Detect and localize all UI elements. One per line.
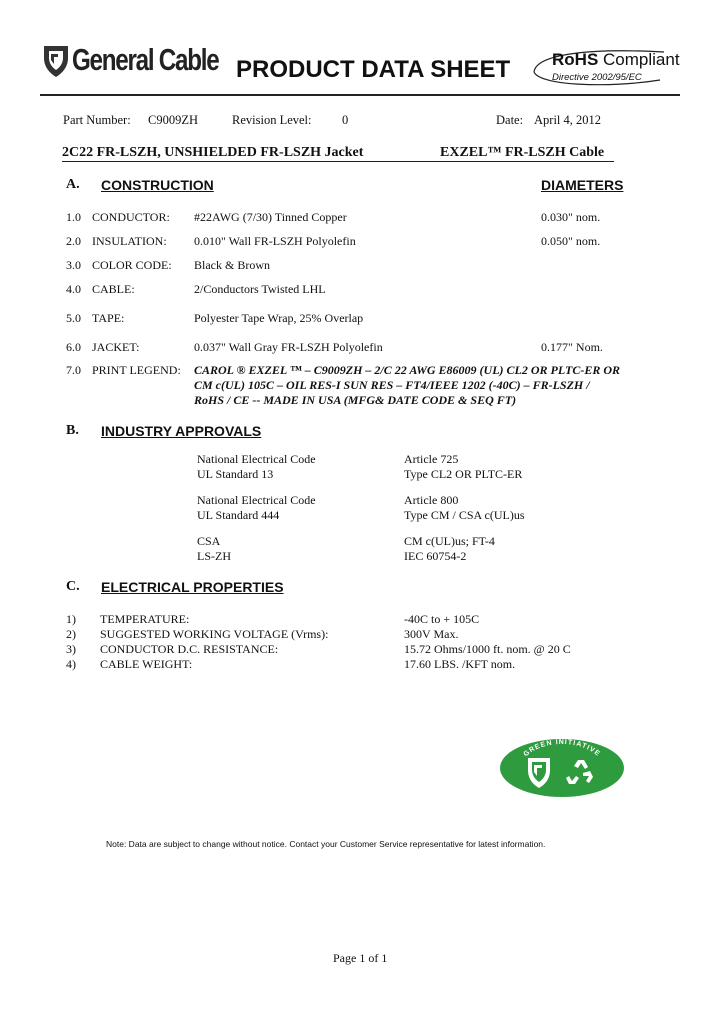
construction-diameter: 0.177" Nom. [541,340,603,354]
approval-authority: UL Standard 444 [197,508,280,522]
general-cable-shield-icon [42,42,70,78]
approval-authority: UL Standard 13 [197,467,274,481]
electrical-label: SUGGESTED WORKING VOLTAGE (Vrms): [100,627,329,641]
electrical-value: 15.72 Ohms/1000 ft. nom. @ 20 C [404,642,571,656]
construction-value: 0.037" Wall Gray FR-LSZH Polyolefin [194,340,383,354]
section-c-letter: C. [66,579,80,594]
electrical-value: 17.60 LBS. /KFT nom. [404,657,516,671]
rohs-directive: Directive 2002/95/EC [552,72,642,83]
part-number-value: C9009ZH [148,113,198,127]
approval-rating: Type CL2 OR PLTC-ER [404,467,523,481]
construction-value: Polyester Tape Wrap, 25% Overlap [194,311,364,325]
legend-line: CAROL ® EXZEL ™ – C9009ZH – 2/C 22 AWG E86009 (UL) CL2 OR PLTC-ER OR [194,363,620,377]
construction-num: 5.0 [66,311,81,325]
section-a-title: CONSTRUCTION [101,177,214,193]
electrical-label: CONDUCTOR D.C. RESISTANCE: [100,642,279,656]
part-number-label: Part Number: [63,113,131,127]
approval-rating: IEC 60754-2 [404,549,467,563]
rohs-compliant-label [552,50,680,70]
date-value: April 4, 2012 [534,113,602,127]
electrical-label: CABLE WEIGHT: [100,657,193,671]
logo-text: General Cable [72,42,219,77]
product-line-left: 2C22 FR-LSZH, UNSHIELDED FR-LSZH Jacket [62,145,364,160]
construction-value: #22AWG (7/30) Tinned Copper [194,210,347,224]
construction-label: CONDUCTOR: [92,210,170,224]
section-a-letter: A. [66,177,80,192]
approval-authority: CSA [197,534,221,548]
document-title: PRODUCT DATA SHEET [236,56,511,83]
product-line-divider [62,161,614,162]
header-divider [40,94,680,96]
company-logo [42,42,260,78]
section-c-title: ELECTRICAL PROPERTIES [101,579,284,595]
green-initiative-badge [498,738,626,798]
rohs-bold-text: RoHS [552,50,599,69]
product-line-right: EXZEL™ FR-LSZH Cable [440,145,605,160]
approval-authority: National Electrical Code [197,452,316,466]
electrical-num: 3) [66,642,76,656]
construction-label: TAPE: [92,311,125,325]
date-label: Date: [496,113,524,127]
legend-line: RoHS / CE -- MADE IN USA (MFG& DATE CODE & SEQ FT) [194,393,517,407]
disclaimer-note: Note: Data are subject to change without notice. Contact your Customer Service representative for latest information. [106,839,546,849]
page-number: Page 1 of 1 [333,951,388,965]
revision-value: 0 [342,113,349,127]
legend-line: CM c(UL) 105C – OIL RES-I SUN RES – FT4/IEEE 1202 (-40C) – FR-LSZH / [194,378,590,392]
electrical-value: 300V Max. [404,627,459,641]
electrical-label: TEMPERATURE: [100,612,190,626]
construction-label: COLOR CODE: [92,258,172,272]
electrical-value: -40C to + 105C [404,612,480,626]
approval-rating: CM c(UL)us; FT-4 [404,534,495,548]
construction-value: Black & Brown [194,258,270,272]
approval-rating: Article 725 [404,452,459,466]
construction-label: CABLE: [92,282,135,296]
electrical-num: 1) [66,612,76,626]
construction-num: 2.0 [66,234,81,248]
construction-num: 4.0 [66,282,81,296]
legend-num: 7.0 [66,363,81,377]
construction-value: 0.010" Wall FR-LSZH Polyolefin [194,234,356,248]
approval-rating: Type CM / CSA c(UL)us [404,508,525,522]
construction-num: 6.0 [66,340,81,354]
construction-value: 2/Conductors Twisted LHL [194,282,326,296]
construction-label: INSULATION: [92,234,167,248]
section-b-letter: B. [66,423,79,438]
rohs-compliant-text: Compliant [603,50,680,69]
badge-text: GREEN INITIATIVE [522,738,602,759]
construction-label: JACKET: [92,340,140,354]
legend-label: PRINT LEGEND: [92,363,181,377]
section-b-title: INDUSTRY APPROVALS [101,423,262,439]
construction-num: 3.0 [66,258,81,272]
approval-authority: LS-ZH [197,549,231,563]
construction-num: 1.0 [66,210,81,224]
approval-rating: Article 800 [404,493,459,507]
diameters-title: DIAMETERS [541,177,624,193]
electrical-num: 2) [66,627,76,641]
construction-diameter: 0.050" nom. [541,234,601,248]
approval-authority: National Electrical Code [197,493,316,507]
revision-label: Revision Level: [232,113,312,127]
electrical-num: 4) [66,657,76,671]
construction-diameter: 0.030" nom. [541,210,601,224]
